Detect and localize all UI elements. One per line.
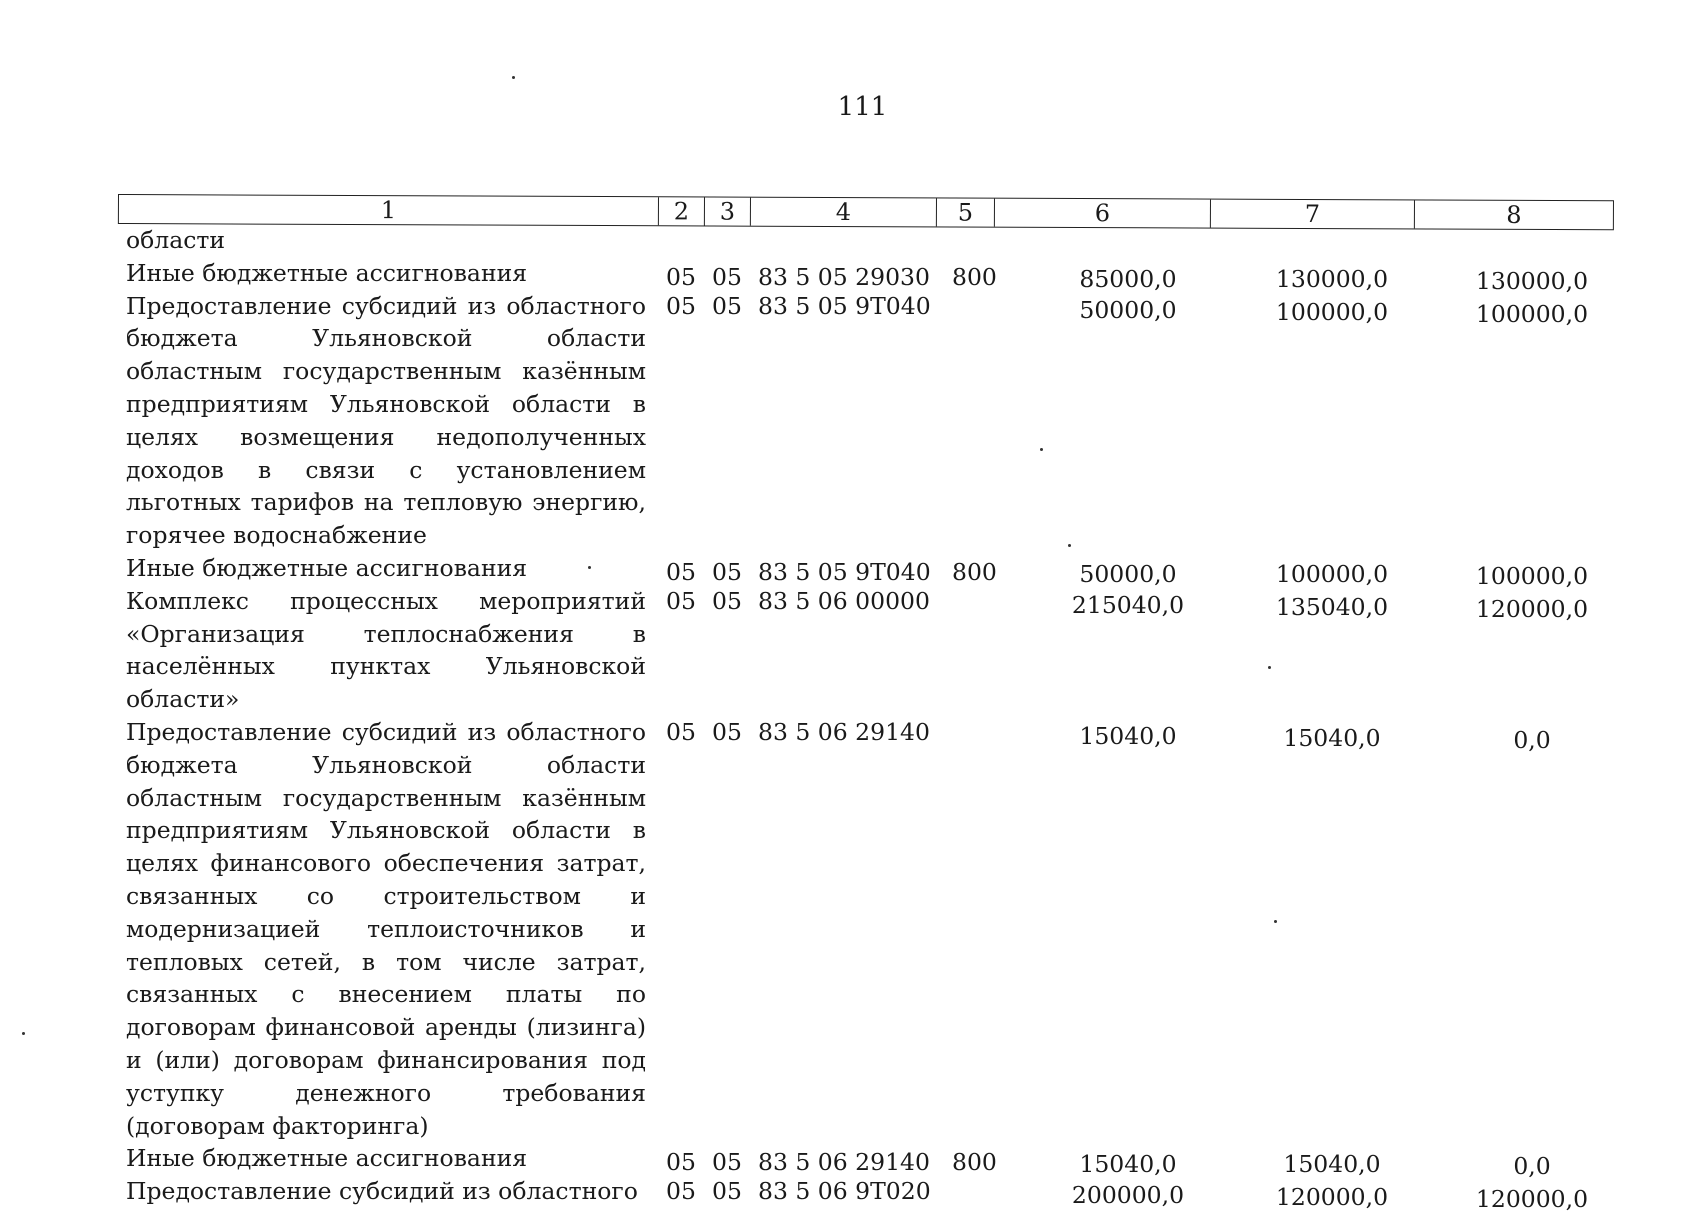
table-row — [126, 552, 1626, 590]
amount-col-8: 130000,0 — [1475, 266, 1589, 295]
amount-col-6: 15040,0 — [1079, 1150, 1177, 1179]
header-col-2: 2 — [659, 197, 705, 225]
header-col-8: 8 — [1506, 200, 1522, 229]
header-col-3: 3 — [705, 197, 751, 225]
scan-speck — [512, 76, 515, 79]
subsection-code: 05 — [712, 262, 742, 291]
row-description: Предоставление субсидий из областного бюджета Ульяновской области областным государственным казённым предприятиям Ульяновской области в целях возмещения недополученных доходов в связи с установлением льготных тарифов на тепловую энергию, горячее водоснабжение — [126, 291, 646, 550]
target-article-code: 83 5 05 9Т040 — [758, 557, 931, 586]
target-article-code: 83 5 06 29140 — [758, 717, 930, 746]
scan-speck — [1068, 544, 1071, 547]
subsection-code: 05 — [712, 1177, 742, 1206]
amount-col-7: 135040,0 — [1275, 592, 1389, 621]
table-row — [126, 224, 1626, 257]
section-code: 05 — [666, 291, 696, 320]
amount-col-7: 100000,0 — [1275, 559, 1389, 588]
table-row — [126, 1175, 1626, 1214]
table-row — [126, 716, 1626, 1142]
header-col-1: 1 — [119, 195, 659, 225]
amount-col-6: 50000,0 — [1079, 295, 1177, 324]
table-row — [126, 1142, 1626, 1181]
subsection-code: 05 — [712, 557, 742, 586]
table-body — [126, 224, 1626, 1214]
amount-col-7: 130000,0 — [1275, 264, 1389, 293]
row-description: Иные бюджетные ассигнования — [126, 1144, 528, 1173]
amount-col-8: 120000,0 — [1475, 1185, 1589, 1214]
scan-speck — [22, 1032, 25, 1035]
row-description: Иные бюджетные ассигнования — [126, 258, 528, 287]
target-article-code: 83 5 05 9Т040 — [758, 291, 931, 320]
amount-col-7: 15040,0 — [1283, 723, 1381, 752]
amount-col-7: 100000,0 — [1275, 297, 1389, 326]
amount-col-7: 120000,0 — [1275, 1183, 1389, 1212]
target-article-code: 83 5 06 00000 — [758, 586, 930, 615]
amount-col-6: 50000,0 — [1079, 559, 1177, 588]
header-col-6: 6 — [995, 199, 1211, 228]
section-code: 05 — [666, 717, 696, 746]
section-code: 05 — [666, 586, 696, 615]
target-article-code: 83 5 06 29140 — [758, 1148, 930, 1177]
row-description: Предоставление субсидий из областного — [126, 1177, 638, 1206]
table-row — [126, 585, 1626, 716]
scan-speck — [588, 566, 591, 569]
subsection-code: 05 — [712, 717, 742, 746]
target-article-code: 83 5 06 9Т020 — [758, 1177, 931, 1206]
scan-speck — [1268, 666, 1271, 669]
section-code: 05 — [666, 1177, 696, 1206]
subsection-code: 05 — [712, 291, 742, 320]
row-description: области — [126, 226, 226, 254]
expense-type-code: 800 — [952, 557, 997, 586]
row-description: Комплекс процессных мероприятий «Организация теплоснабжения в населённых пунктах Ульяновской области» — [126, 586, 646, 714]
header-col-7: 7 — [1211, 200, 1415, 229]
row-description: Предоставление субсидий из областного бюджета Ульяновской области областным государственным казённым предприятиям Ульяновской области в целях финансового обеспечения затрат, связанных со строительством и модернизацией теплоисточников и тепловых сетей, в том числе затрат, связанных с внесением платы по договорам финансовой аренды (лизинга) и (или) договорам финансирования под уступку денежного требования (договорам факторинга) — [126, 717, 646, 1140]
amount-col-6: 85000,0 — [1079, 264, 1177, 293]
target-article-code: 83 5 05 29030 — [758, 262, 930, 291]
table-row — [126, 257, 1626, 295]
amount-col-6: 215040,0 — [1071, 590, 1185, 619]
row-description: Иные бюджетные ассигнования — [126, 553, 528, 582]
header-col-4: 4 — [751, 198, 937, 227]
amount-col-7: 15040,0 — [1283, 1150, 1381, 1179]
amount-col-8: 0,0 — [1513, 725, 1551, 754]
section-code: 05 — [666, 1148, 696, 1177]
page-number: 111 — [837, 92, 888, 122]
scan-speck — [1274, 920, 1277, 923]
subsection-code: 05 — [712, 586, 742, 615]
amount-col-8: 100000,0 — [1475, 561, 1589, 590]
amount-col-8: 0,0 — [1513, 1152, 1551, 1181]
amount-col-6: 200000,0 — [1071, 1181, 1185, 1210]
amount-col-8: 120000,0 — [1475, 594, 1589, 623]
scan-speck — [1040, 448, 1043, 451]
amount-col-8: 100000,0 — [1475, 299, 1589, 328]
expense-type-code: 800 — [952, 1148, 997, 1177]
expense-type-code: 800 — [952, 262, 997, 291]
section-code: 05 — [666, 557, 696, 586]
section-code: 05 — [666, 262, 696, 291]
header-col-5: 5 — [937, 198, 995, 226]
amount-col-6: 15040,0 — [1079, 721, 1177, 750]
subsection-code: 05 — [712, 1148, 742, 1177]
table-row — [126, 290, 1626, 552]
